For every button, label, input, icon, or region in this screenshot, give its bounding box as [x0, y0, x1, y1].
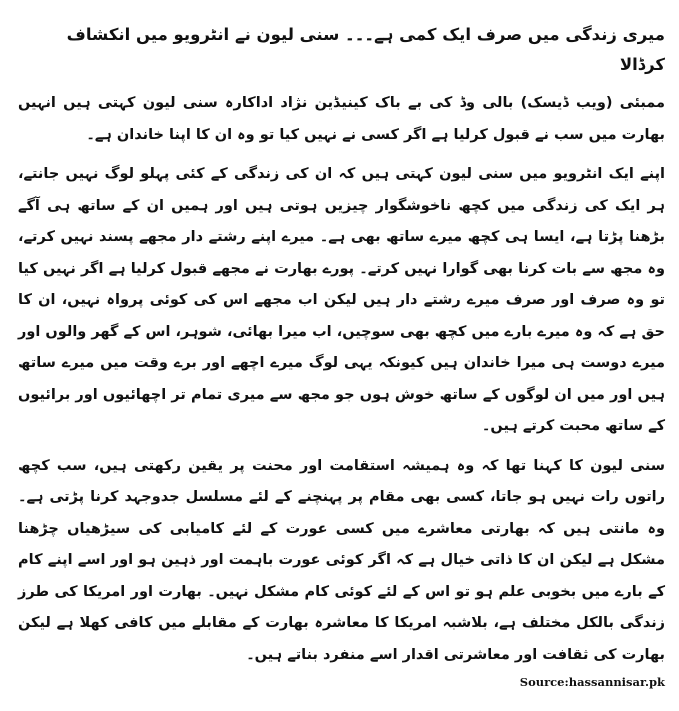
- headline: میری زندگی میں صرف ایک کمی ہے۔۔۔ سنی لیون نے انٹرویو میں انکشاف کرڈالا: [66, 25, 665, 74]
- paragraph-struggle: سنی لیون کا کہنا تھا کہ وہ ہمیشہ استقامت اور محنت پر یقین رکھتی ہیں، سب کچھ راتوں رات نہیں ہو جاتا، کسی بھی مقام پر پہنچنے کے لئے مسلسل جدوجہد کرنا پڑتی ہے۔ وہ مانتی ہیں کہ بھارتی معاشرے میں کسی عورت کے لئے کامیابی کی سیڑھیاں چڑھنا مشکل ہے لیکن ان کا ذاتی خیال ہے کہ اگر کوئی عورت باہمت اور ذہین ہو اور اسے اپنے کام کے بارے میں بخوبی علم ہو تو اس کے لئے کوئی کام مشکل نہیں۔ بھارت اور امریکا کی طرز زندگی بالکل مختلف ہے، بلاشبہ امریکا کا معاشرہ بھارت کے مقابلے میں کافی کھلا ہے لیکن بھارت کی ثقافت اور معاشرتی اقدار اسے منفرد بناتے ہیں۔: [18, 457, 665, 663]
- article: [18, 20, 665, 671]
- paragraph-interview: اپنے ایک انٹرویو میں سنی لیون کہتی ہیں کہ ان کی زندگی کے کئی پہلو لوگ نہیں جانتے، ہر ایک کی زندگی میں کچھ ناخوشگوار چیزیں ہوتی ہیں اور ہمیں ان کے ساتھ ہی آگے بڑھنا پڑتا ہے، ایسا ہی کچھ میرے ساتھ بھی ہے۔ میرے اپنے رشتے دار مجھے پسند نہیں کرتے، وہ مجھ سے بات کرنا بھی گوارا نہیں کرتے۔ پورے بھارت نے مجھے قبول کرلیا ہے اگر نہیں کیا تو وہ صرف اور صرف میرے رشتے دار ہیں لیکن اب مجھے اس کی کوئی پرواہ نہیں، ان کا حق ہے کہ وہ میرے بارے میں کچھ بھی سوچیں، اب میرا بھائی، شوہر، اس کے گھر والوں اور میرے دوست ہی میرا خاندان ہیں کیونکہ یہی لوگ میرے اچھے اور برے وقت میں میرے ساتھ ہیں اور میں ان لوگوں کے ساتھ خوش ہوں جو مجھ سے میری تمام تر اچھائیوں اور برائیوں کے ساتھ محبت کرتے ہیں۔: [18, 166, 665, 434]
- paragraph-intro: ممبئی (ویب ڈیسک) بالی وڈ کی بے باک کینیڈین نژاد اداکارہ سنی لیون کہتی ہیں انہیں بھارت میں سب نے قبول کرلیا ہے اگر کسی نے نہیں کیا تو وہ ان کا اپنا خاندان ہے۔: [18, 95, 665, 143]
- source-credit: Source:hassannisar.pk: [519, 675, 665, 689]
